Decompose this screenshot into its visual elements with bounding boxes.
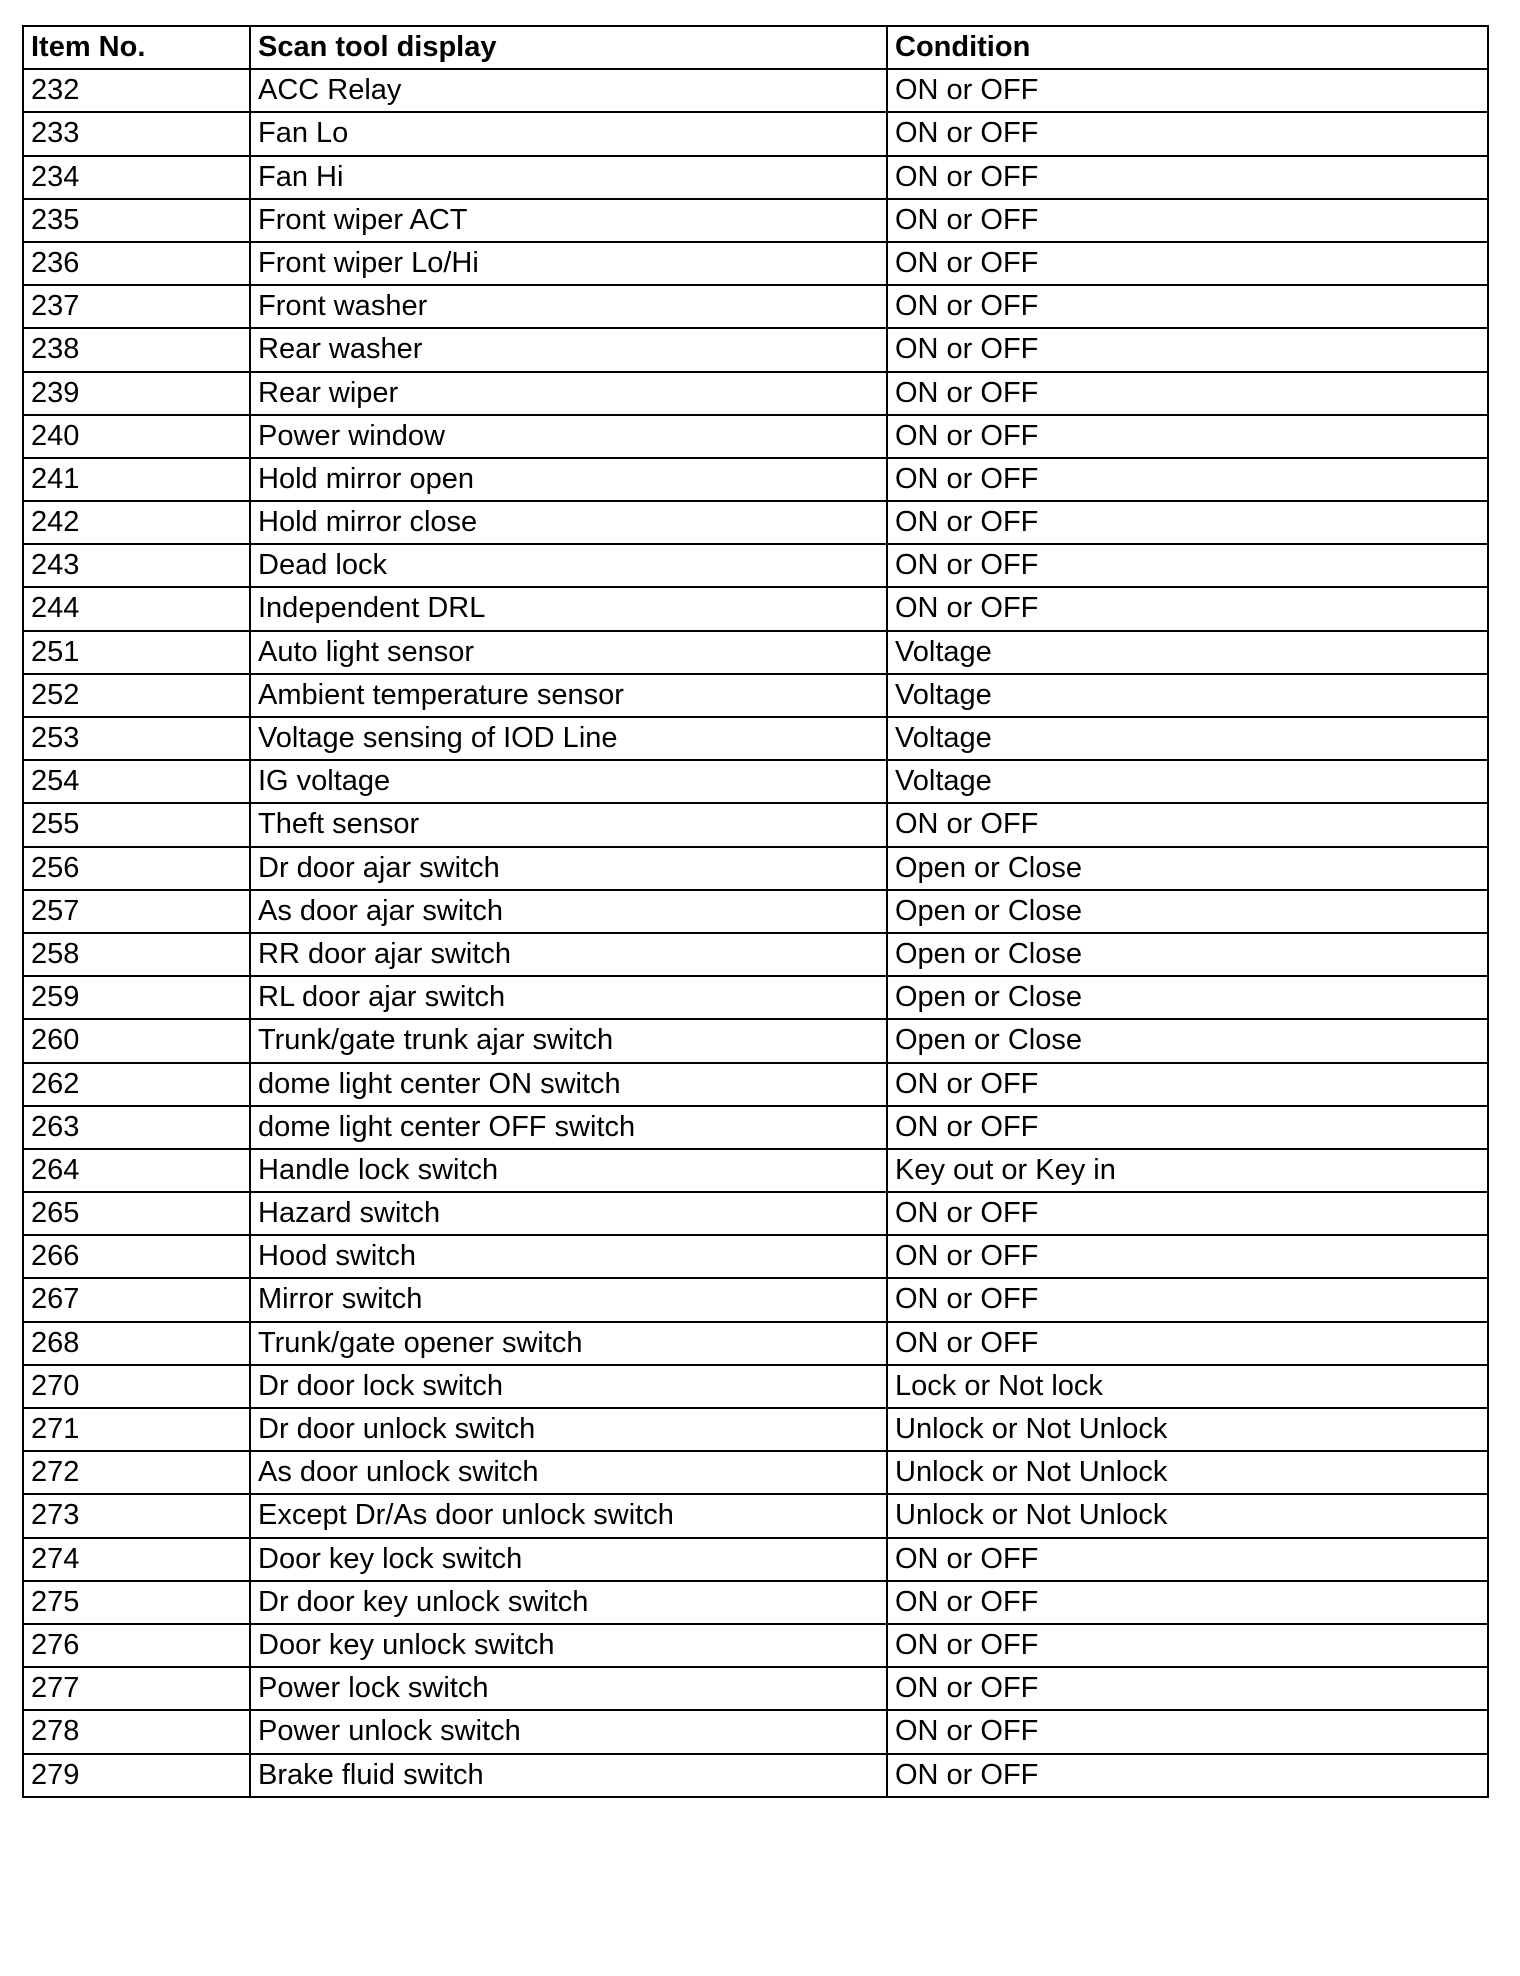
cell-condition: ON or OFF: [887, 69, 1488, 112]
table-row: [23, 1278, 1488, 1321]
cell-item-no: 241: [23, 458, 250, 501]
cell-scan-tool-display: Front wiper Lo/Hi: [250, 242, 887, 285]
cell-item-no: 271: [23, 1408, 250, 1451]
table-row: [23, 544, 1488, 587]
cell-item-no: 256: [23, 847, 250, 890]
cell-condition: ON or OFF: [887, 112, 1488, 155]
cell-scan-tool-display: Trunk/gate trunk ajar switch: [250, 1019, 887, 1062]
cell-scan-tool-display: Front washer: [250, 285, 887, 328]
cell-condition: Open or Close: [887, 1019, 1488, 1062]
cell-item-no: 272: [23, 1451, 250, 1494]
cell-condition: ON or OFF: [887, 1063, 1488, 1106]
cell-item-no: 267: [23, 1278, 250, 1321]
cell-item-no: 232: [23, 69, 250, 112]
table-row: [23, 1754, 1488, 1797]
cell-scan-tool-display: Mirror switch: [250, 1278, 887, 1321]
cell-condition: ON or OFF: [887, 415, 1488, 458]
cell-item-no: 239: [23, 372, 250, 415]
cell-scan-tool-display: As door unlock switch: [250, 1451, 887, 1494]
cell-scan-tool-display: Dr door ajar switch: [250, 847, 887, 890]
cell-condition: ON or OFF: [887, 156, 1488, 199]
cell-scan-tool-display: Power unlock switch: [250, 1710, 887, 1753]
cell-condition: ON or OFF: [887, 1235, 1488, 1278]
table-row: [23, 458, 1488, 501]
cell-scan-tool-display: RR door ajar switch: [250, 933, 887, 976]
cell-item-no: 273: [23, 1494, 250, 1537]
cell-condition: Voltage: [887, 674, 1488, 717]
cell-scan-tool-display: Fan Hi: [250, 156, 887, 199]
header-condition: Condition: [887, 26, 1488, 69]
cell-scan-tool-display: Rear washer: [250, 328, 887, 371]
cell-item-no: 255: [23, 803, 250, 846]
cell-item-no: 258: [23, 933, 250, 976]
cell-item-no: 276: [23, 1624, 250, 1667]
table-row: [23, 1581, 1488, 1624]
cell-condition: ON or OFF: [887, 1538, 1488, 1581]
cell-item-no: 257: [23, 890, 250, 933]
table-row: [23, 890, 1488, 933]
cell-item-no: 254: [23, 760, 250, 803]
cell-condition: ON or OFF: [887, 1754, 1488, 1797]
cell-scan-tool-display: Independent DRL: [250, 587, 887, 630]
cell-item-no: 274: [23, 1538, 250, 1581]
cell-item-no: 264: [23, 1149, 250, 1192]
table-row: [23, 285, 1488, 328]
header-row: [23, 26, 1488, 69]
cell-item-no: 268: [23, 1322, 250, 1365]
table-row: [23, 199, 1488, 242]
table-row: [23, 1494, 1488, 1537]
cell-scan-tool-display: Ambient temperature sensor: [250, 674, 887, 717]
cell-condition: ON or OFF: [887, 544, 1488, 587]
table-row: [23, 631, 1488, 674]
cell-scan-tool-display: Hazard switch: [250, 1192, 887, 1235]
cell-condition: ON or OFF: [887, 372, 1488, 415]
cell-condition: ON or OFF: [887, 1278, 1488, 1321]
cell-scan-tool-display: Brake fluid switch: [250, 1754, 887, 1797]
cell-scan-tool-display: dome light center OFF switch: [250, 1106, 887, 1149]
table-row: [23, 328, 1488, 371]
cell-scan-tool-display: Rear wiper: [250, 372, 887, 415]
cell-item-no: 238: [23, 328, 250, 371]
cell-condition: Unlock or Not Unlock: [887, 1451, 1488, 1494]
cell-item-no: 236: [23, 242, 250, 285]
table-row: [23, 372, 1488, 415]
table-row: [23, 1451, 1488, 1494]
cell-condition: Voltage: [887, 717, 1488, 760]
cell-condition: Voltage: [887, 631, 1488, 674]
cell-scan-tool-display: Fan Lo: [250, 112, 887, 155]
table-row: [23, 1538, 1488, 1581]
cell-condition: ON or OFF: [887, 1667, 1488, 1710]
cell-scan-tool-display: As door ajar switch: [250, 890, 887, 933]
table-row: [23, 760, 1488, 803]
cell-scan-tool-display: RL door ajar switch: [250, 976, 887, 1019]
cell-condition: Unlock or Not Unlock: [887, 1494, 1488, 1537]
cell-condition: ON or OFF: [887, 458, 1488, 501]
cell-scan-tool-display: Voltage sensing of IOD Line: [250, 717, 887, 760]
cell-condition: Open or Close: [887, 976, 1488, 1019]
cell-scan-tool-display: Auto light sensor: [250, 631, 887, 674]
scan-tool-table: [22, 25, 1489, 1798]
cell-scan-tool-display: Dead lock: [250, 544, 887, 587]
table-row: [23, 1624, 1488, 1667]
table-row: [23, 112, 1488, 155]
cell-item-no: 240: [23, 415, 250, 458]
cell-condition: Unlock or Not Unlock: [887, 1408, 1488, 1451]
table-row: [23, 501, 1488, 544]
table-row: [23, 69, 1488, 112]
cell-item-no: 279: [23, 1754, 250, 1797]
cell-item-no: 270: [23, 1365, 250, 1408]
cell-scan-tool-display: Dr door key unlock switch: [250, 1581, 887, 1624]
table-row: [23, 976, 1488, 1019]
table-row: [23, 1667, 1488, 1710]
table-row: [23, 1063, 1488, 1106]
cell-condition: Open or Close: [887, 890, 1488, 933]
table-body: [23, 69, 1488, 1797]
cell-condition: ON or OFF: [887, 1106, 1488, 1149]
cell-item-no: 277: [23, 1667, 250, 1710]
cell-item-no: 263: [23, 1106, 250, 1149]
cell-item-no: 251: [23, 631, 250, 674]
table-row: [23, 415, 1488, 458]
table-row: [23, 1408, 1488, 1451]
cell-scan-tool-display: ACC Relay: [250, 69, 887, 112]
cell-condition: ON or OFF: [887, 501, 1488, 544]
cell-scan-tool-display: Theft sensor: [250, 803, 887, 846]
cell-condition: ON or OFF: [887, 1710, 1488, 1753]
table-row: [23, 803, 1488, 846]
cell-scan-tool-display: Handle lock switch: [250, 1149, 887, 1192]
cell-condition: ON or OFF: [887, 1322, 1488, 1365]
cell-scan-tool-display: Front wiper ACT: [250, 199, 887, 242]
table-row: [23, 1192, 1488, 1235]
cell-scan-tool-display: IG voltage: [250, 760, 887, 803]
table-row: [23, 587, 1488, 630]
cell-condition: Key out or Key in: [887, 1149, 1488, 1192]
cell-item-no: 259: [23, 976, 250, 1019]
cell-item-no: 275: [23, 1581, 250, 1624]
cell-item-no: 234: [23, 156, 250, 199]
cell-item-no: 262: [23, 1063, 250, 1106]
cell-item-no: 242: [23, 501, 250, 544]
table-row: [23, 156, 1488, 199]
cell-item-no: 252: [23, 674, 250, 717]
cell-scan-tool-display: Power lock switch: [250, 1667, 887, 1710]
cell-condition: Lock or Not lock: [887, 1365, 1488, 1408]
cell-scan-tool-display: Hood switch: [250, 1235, 887, 1278]
cell-condition: Open or Close: [887, 933, 1488, 976]
cell-item-no: 278: [23, 1710, 250, 1753]
cell-item-no: 237: [23, 285, 250, 328]
cell-scan-tool-display: Except Dr/As door unlock switch: [250, 1494, 887, 1537]
cell-condition: ON or OFF: [887, 199, 1488, 242]
cell-condition: ON or OFF: [887, 242, 1488, 285]
cell-item-no: 265: [23, 1192, 250, 1235]
cell-condition: ON or OFF: [887, 587, 1488, 630]
cell-condition: ON or OFF: [887, 1624, 1488, 1667]
table-row: [23, 933, 1488, 976]
cell-scan-tool-display: Dr door unlock switch: [250, 1408, 887, 1451]
table-row: [23, 1106, 1488, 1149]
cell-scan-tool-display: Door key unlock switch: [250, 1624, 887, 1667]
cell-item-no: 243: [23, 544, 250, 587]
cell-item-no: 260: [23, 1019, 250, 1062]
cell-scan-tool-display: Dr door lock switch: [250, 1365, 887, 1408]
cell-scan-tool-display: Hold mirror close: [250, 501, 887, 544]
header-scan-tool-display: Scan tool display: [250, 26, 887, 69]
table-row: [23, 1019, 1488, 1062]
cell-scan-tool-display: Hold mirror open: [250, 458, 887, 501]
cell-condition: Open or Close: [887, 847, 1488, 890]
cell-condition: ON or OFF: [887, 1192, 1488, 1235]
cell-scan-tool-display: Power window: [250, 415, 887, 458]
table-row: [23, 242, 1488, 285]
cell-scan-tool-display: Door key lock switch: [250, 1538, 887, 1581]
cell-item-no: 266: [23, 1235, 250, 1278]
cell-item-no: 244: [23, 587, 250, 630]
table-row: [23, 1710, 1488, 1753]
table-row: [23, 1235, 1488, 1278]
cell-condition: ON or OFF: [887, 285, 1488, 328]
header-item-no: Item No.: [23, 26, 250, 69]
table-row: [23, 717, 1488, 760]
cell-item-no: 233: [23, 112, 250, 155]
table-row: [23, 1322, 1488, 1365]
table-header: [23, 26, 1488, 69]
cell-scan-tool-display: Trunk/gate opener switch: [250, 1322, 887, 1365]
cell-condition: ON or OFF: [887, 328, 1488, 371]
table-row: [23, 1365, 1488, 1408]
table-row: [23, 1149, 1488, 1192]
table-row: [23, 674, 1488, 717]
cell-item-no: 253: [23, 717, 250, 760]
cell-item-no: 235: [23, 199, 250, 242]
table-row: [23, 847, 1488, 890]
cell-condition: Voltage: [887, 760, 1488, 803]
cell-scan-tool-display: dome light center ON switch: [250, 1063, 887, 1106]
cell-condition: ON or OFF: [887, 1581, 1488, 1624]
cell-condition: ON or OFF: [887, 803, 1488, 846]
